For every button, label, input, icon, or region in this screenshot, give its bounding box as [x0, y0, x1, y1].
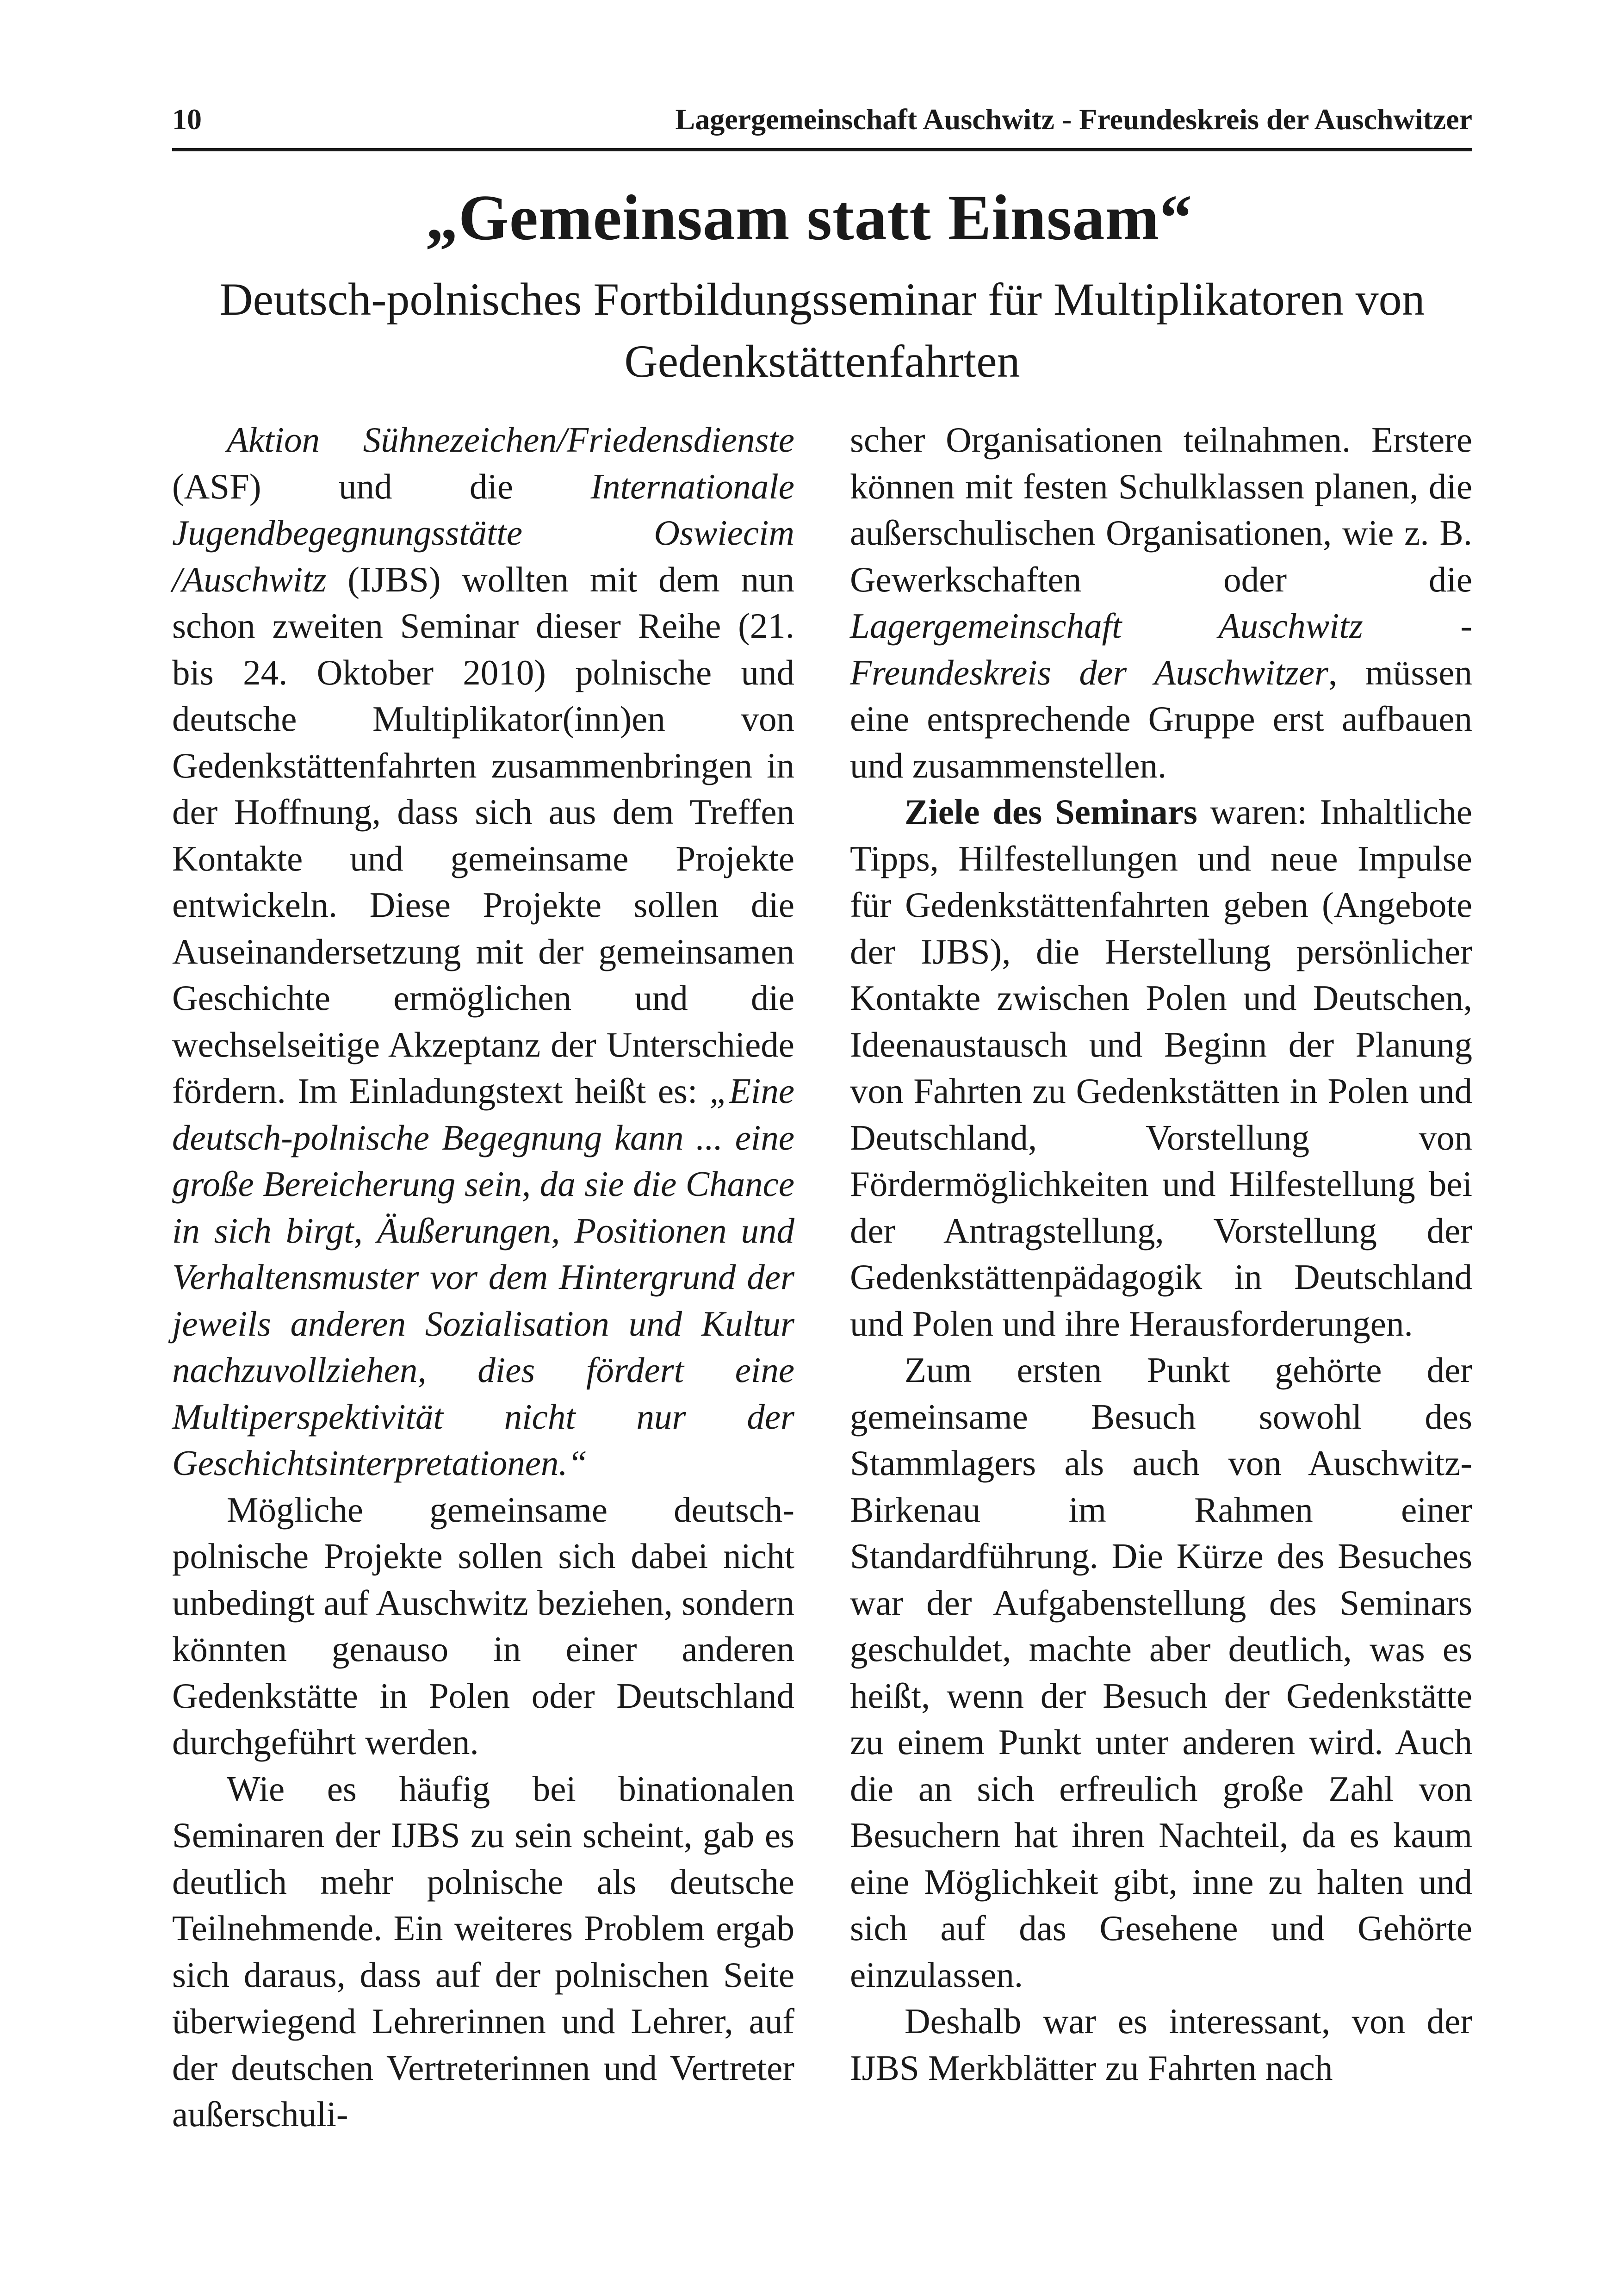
paragraph-worksheets: Deshalb war es interessant, von der IJBS Merkblätter zu Fahrten nach	[850, 2001, 1472, 2088]
text-run: waren: Inhaltliche Tipps, Hilfestellungen und neue Impulse für Gedenkstättenfahrten geben (Angebote der IJBS), die Herstellung persönlicher Kontakte zwischen Polen und Deutschen, Ideenaustausch und Beginn der Planung von Fahrten zu Gedenkstätten in Polen und Deutschland, Vorstellung von Fördermöglichkeiten und Hilfestellung bei der Antragstellung, Vorstellung der Gedenkstättenpädagogik in Deutschland und Polen und ihre Herausforderungen.	[850, 792, 1472, 1344]
goals-lead: Ziele des Seminars	[905, 792, 1197, 832]
paragraph-projects: Mögliche gemeinsame deutsch-polnische Projekte sollen sich dabei nicht unbedingt auf Auschwitz beziehen, sondern könnten genauso in einer anderen Gedenkstätte in Polen oder Deutschland durchgeführt werden.	[172, 1489, 794, 1762]
article-subtitle	[172, 268, 1472, 392]
paragraph-visit: Zum ersten Punkt gehörte der gemeinsame Besuch sowohl des Stammlagers als auch von Auschwitz-Birkenau im Rahmen einer Standardführung. Die Kürze des Besuches war der Aufgabenstellung des Seminars geschuldet, machte aber deutlich, was es heißt, wenn der Besuch der Gedenkstätte zu einem Punkt unter anderen wird. Auch die an sich erfreulich große Zahl von Besuchern hat ihren Nachteil, da es kaum eine Möglichkeit gibt, inne zu halten und sich auf das Gesehene und Gehörte einzulassen.	[850, 1350, 1472, 1995]
subtitle-line-1: Deutsch-polnisches Fortbildungsseminar für Multiplikatoren von	[219, 274, 1425, 325]
text-run: (IJBS) wollten mit dem nun schon zweiten Seminar dieser Reihe (21. bis 24. Oktober 2010) polnische und deutsche Multiplikator(inn)en von Gedenkstättenfahrten zusammenbringen in der Hoffnung, dass sich aus dem Treffen Kontakte und gemeinsame Projekte entwickeln. Diese Projekte sollen die Auseinandersetzung mit der gemeinsamen Geschichte ermöglichen und die wechselseitige Akzeptanz der Unterschiede fördern. Im Einladungstext heißt es:	[172, 559, 794, 1111]
text-run: scher Organisationen teilnahmen. Erstere können mit festen Schulklassen planen, die außerschulischen Organisationen, wie z. B. Gewerkschaften oder die	[850, 420, 1472, 599]
header-rule	[172, 148, 1472, 151]
left-column	[172, 417, 794, 2138]
publication-title: Lagergemeinschaft Auschwitz - Freundeskreis der Auschwitzer	[675, 103, 1472, 136]
org-lagergemeinschaft: Lagergemeinschaft Auschwitz - Freundeskreis der Auschwitzer	[850, 606, 1472, 692]
paragraph-participants: Wie es häufig bei binationalen Seminaren der IJBS zu sein scheint, gab es deutlich mehr polnische als deutsche Teilnehmende. Ein weiteres Problem ergab sich daraus, dass auf der polnischen Seite überwiegend Lehrerinnen und Lehrer, auf der deutschen Vertreterinnen und Vertreter außerschuli-	[172, 1768, 794, 2134]
invitation-quote: „Eine deutsch-polnische Begegnung kann ... eine große Bereicherung sein, da sie die Chance in sich birgt, Äußerungen, Positionen und Verhaltensmuster vor dem Hintergrund der jeweils anderen Sozialisation und Kultur nachzuvollziehen, dies fördert eine Multiperspektivität nicht nur der Geschichtsinterpretationen.“	[172, 1071, 794, 1483]
right-column	[850, 417, 1472, 2091]
org-asf: Aktion Sühnezeichen/Friedensdienste	[227, 420, 794, 460]
subtitle-line-2: Gedenkstättenfahrten	[624, 336, 1020, 387]
running-header	[172, 100, 1472, 150]
paragraph-continuation	[850, 417, 1472, 789]
article-title: „Gemeinsam statt Einsam“	[425, 182, 1193, 254]
text-run: (ASF) und die	[172, 466, 591, 506]
paragraph-goals	[850, 789, 1472, 1347]
text-run: , müssen eine entsprechende Gruppe erst aufbauen und zusammenstellen.	[850, 652, 1472, 785]
paragraph-intro	[172, 417, 794, 1487]
page-number: 10	[172, 103, 202, 136]
org-ijbs: Internationale Jugendbegegnungsstätte Oswiecim /Auschwitz	[172, 466, 794, 599]
